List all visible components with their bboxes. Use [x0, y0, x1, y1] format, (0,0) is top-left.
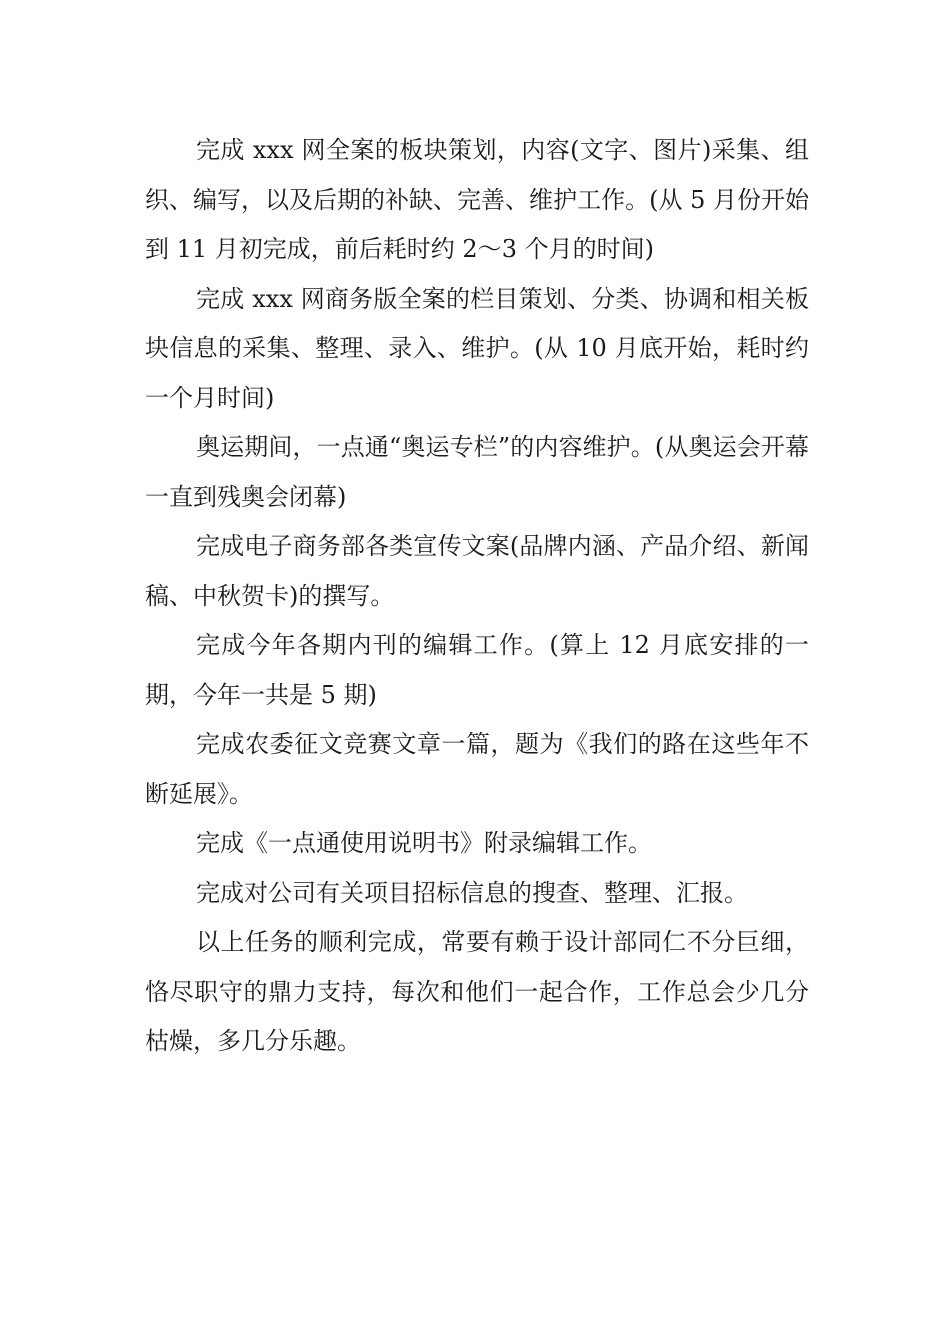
paragraph-acknowledgement: 以上任务的顺利完成，常要有赖于设计部同仁不分巨细，恪尽职守的鼎力支持，每次和他们一起合作，工作总会少几分枯燥，多几分乐趣。 [145, 928, 809, 1055]
paragraph-website-planning: 完成 xxx 网全案的板块策划，内容(文字、图片)采集、组织、编写，以及后期的补缺、完善、维护工作。(从 5 月份开始到 11 月初完成，前后耗时约 2～3 个月的时间) [145, 136, 809, 263]
paragraph-tender-info: 完成对公司有关项目招标信息的搜查、整理、汇报。 [196, 878, 748, 907]
paragraph-business-edition: 完成 xxx 网商务版全案的栏目策划、分类、协调和相关板块信息的采集、整理、录入、维护。(从 10 月底开始，耗时约一个月时间) [145, 284, 809, 412]
paragraph-olympics-column: 奥运期间，一点通“奥运专栏”的内容维护。(从奥运会开幕一直到残奥会闭幕) [145, 433, 809, 511]
paragraph-promotional-copy: 完成电子商务部各类宣传文案(品牌内涵、产品介绍、新闻稿、中秋贺卡)的撰写。 [145, 532, 809, 610]
paragraph-internal-magazine: 完成今年各期内刊的编辑工作。(算上 12 月底安排的一期，今年一共是 5 期) [145, 631, 809, 709]
paragraph-manual-appendix: 完成《一点通使用说明书》附录编辑工作。 [196, 829, 652, 857]
paragraph-essay-contest: 完成农委征文竞赛文章一篇，题为《我们的路在这些年不断延展》。 [145, 730, 809, 808]
document-body [145, 126, 809, 1067]
